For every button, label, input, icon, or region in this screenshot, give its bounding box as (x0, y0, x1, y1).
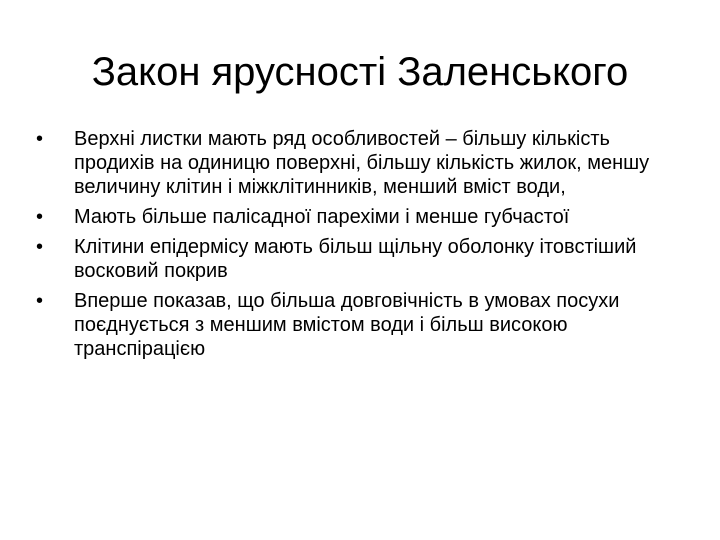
bullet-text: Верхні листки мають ряд особливостей – більшу кількість продихів на одиницю поверхні, більшу кількість жилок, меншу величину клітин і міжклітинників, менший вміст води, (74, 128, 650, 198)
bullet-icon: • (36, 128, 44, 150)
bullet-list (36, 127, 696, 367)
bullet-icon: • (36, 290, 44, 312)
bullet-text: Клітини епідермісу мають більш щільну оболонку ітовстіший восковий покрив (74, 236, 637, 282)
bullet-icon: • (36, 206, 44, 228)
bullet-text: Мають більше палісадної парехіми і менше губчастої (74, 206, 570, 228)
bullet-item-1 (36, 127, 696, 199)
bullet-icon: • (36, 236, 44, 258)
slide-title: Закон ярусності Заленського (91, 50, 629, 94)
bullet-text: Вперше показав, що більша довговічність в умовах посухи поєднується з меншим вмістом води і більш високою транспірацією (74, 290, 620, 360)
bullet-item-4 (36, 289, 696, 361)
bullet-item-3 (36, 235, 696, 283)
bullet-item-2 (36, 205, 696, 229)
